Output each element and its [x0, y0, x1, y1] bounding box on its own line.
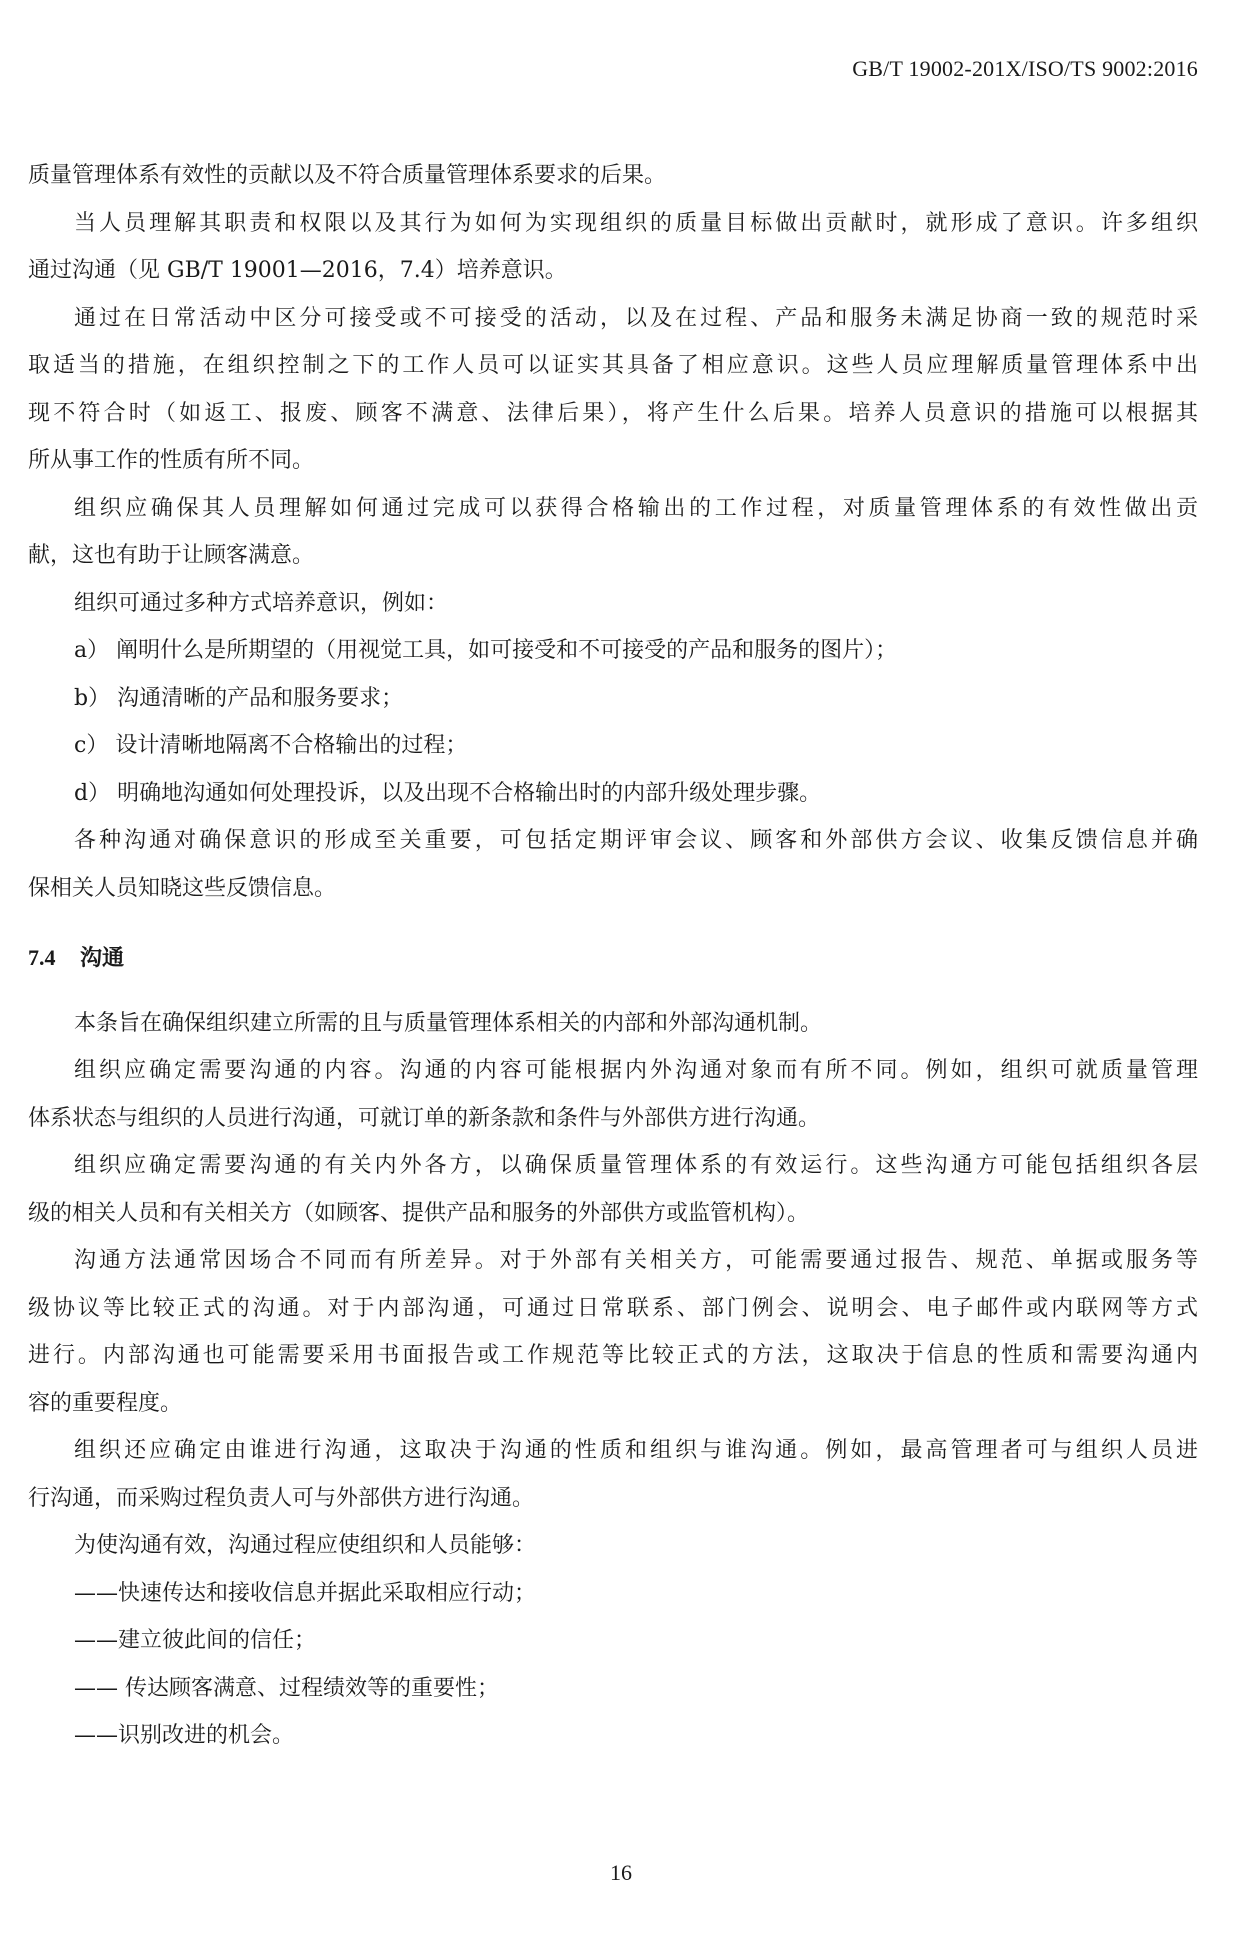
text-line: b） 沟通清晰的产品和服务要求； — [74, 685, 404, 711]
text-line: ——识别改进的机会。 — [74, 1723, 295, 1748]
text-line: 现不符合时（如返工、报废、顾客不满意、法律后果），将产生什么后果。培养人员意识的措施可以根据其 — [28, 400, 1198, 426]
text-line: 体系状态与组织的人员进行沟通，可就订单的新条款和条件与外部供方进行沟通。 — [28, 1105, 821, 1131]
text-line: 进行。内部沟通也可能需要采用书面报告或工作规范等比较正式的方法，这取决于信息的性质和需要沟通内 — [28, 1343, 1198, 1368]
section-number: 7.4 — [28, 945, 56, 970]
text-line: d） 明确地沟通如何处理投诉，以及出现不合格输出时的内部升级处理步骤。 — [74, 780, 822, 806]
text-line: ——快速传达和接收信息并据此采取相应行动； — [74, 1580, 537, 1606]
text-line: 容的重要程度。 — [28, 1390, 183, 1416]
text-line: 保相关人员知晓这些反馈信息。 — [28, 875, 337, 901]
text-line: 献，这也有助于让顾客满意。 — [28, 543, 315, 568]
text-line: 组织应确保其人员理解如何通过完成可以获得合格输出的工作过程，对质量管理体系的有效性做出贡 — [74, 495, 1198, 521]
text-line: 各种沟通对确保意识的形成至关重要，可包括定期评审会议、顾客和外部供方会议、收集反馈信息并确 — [74, 828, 1198, 853]
text-line: 行沟通，而采购过程负责人可与外部供方进行沟通。 — [28, 1485, 535, 1511]
text-line: ——建立彼此间的信任； — [74, 1628, 317, 1653]
text-line: —— 传达顾客满意、过程绩效等的重要性； — [74, 1675, 499, 1701]
text-line: 组织应确定需要沟通的有关内外各方，以确保质量管理体系的有效运行。这些沟通方可能包括组织各层 — [74, 1153, 1198, 1178]
text-line: 所从事工作的性质有所不同。 — [28, 448, 315, 473]
document-body — [28, 152, 1198, 1760]
section-paragraph-block — [28, 1000, 1198, 1760]
page-number: 16 — [610, 1860, 632, 1885]
text-line: 沟通方法通常因场合不同而有所差异。对于外部有关相关方，可能需要通过报告、规范、单据或服务等 — [74, 1248, 1198, 1273]
section-heading — [28, 934, 1198, 982]
text-line: 本条旨在确保组织建立所需的且与质量管理体系相关的内部和外部沟通机制。 — [74, 1010, 823, 1036]
text-line: 通过在日常活动中区分可接受或不可接受的活动，以及在过程、产品和服务未满足协商一致的规范时采 — [74, 305, 1198, 331]
text-line: 组织还应确定由谁进行沟通，这取决于沟通的性质和组织与谁沟通。例如，最高管理者可与组织人员进 — [74, 1438, 1198, 1463]
section-title: 沟通 — [80, 945, 125, 971]
text-line: 级协议等比较正式的沟通。对于内部沟通，可通过日常联系、部门例会、说明会、电子邮件或内联网等方式 — [28, 1295, 1198, 1321]
standard-header: GB/T 19002-201X/ISO/TS 9002:2016 — [852, 56, 1198, 81]
text-line: 取适当的措施，在组织控制之下的工作人员可以证实其具备了相应意识。这些人员应理解质量管理体系中出 — [28, 353, 1198, 378]
paragraph-block — [28, 152, 1198, 912]
text-line: c） 设计清晰地隔离不合格输出的过程； — [74, 733, 468, 758]
text-line: 组织可通过多种方式培养意识，例如： — [74, 590, 449, 616]
text-line: 为使沟通有效，沟通过程应使组织和人员能够： — [74, 1533, 537, 1558]
text-line: a） 阐明什么是所期望的（用视觉工具，如可接受和不可接受的产品和服务的图片）； — [74, 638, 898, 663]
text-line: 通过沟通（见 GB/T 19001—2016，7.4）培养意识。 — [28, 258, 567, 283]
text-line: 级的相关人员和有关相关方（如顾客、提供产品和服务的外部供方或监管机构）。 — [28, 1200, 810, 1226]
text-line: 质量管理体系有效性的贡献以及不符合质量管理体系要求的后果。 — [28, 163, 667, 188]
text-line: 当人员理解其职责和权限以及其行为如何为实现组织的质量目标做出贡献时，就形成了意识。许多组织 — [74, 210, 1198, 236]
text-line: 组织应确定需要沟通的内容。沟通的内容可能根据内外沟通对象而有所不同。例如，组织可就质量管理 — [74, 1058, 1198, 1083]
